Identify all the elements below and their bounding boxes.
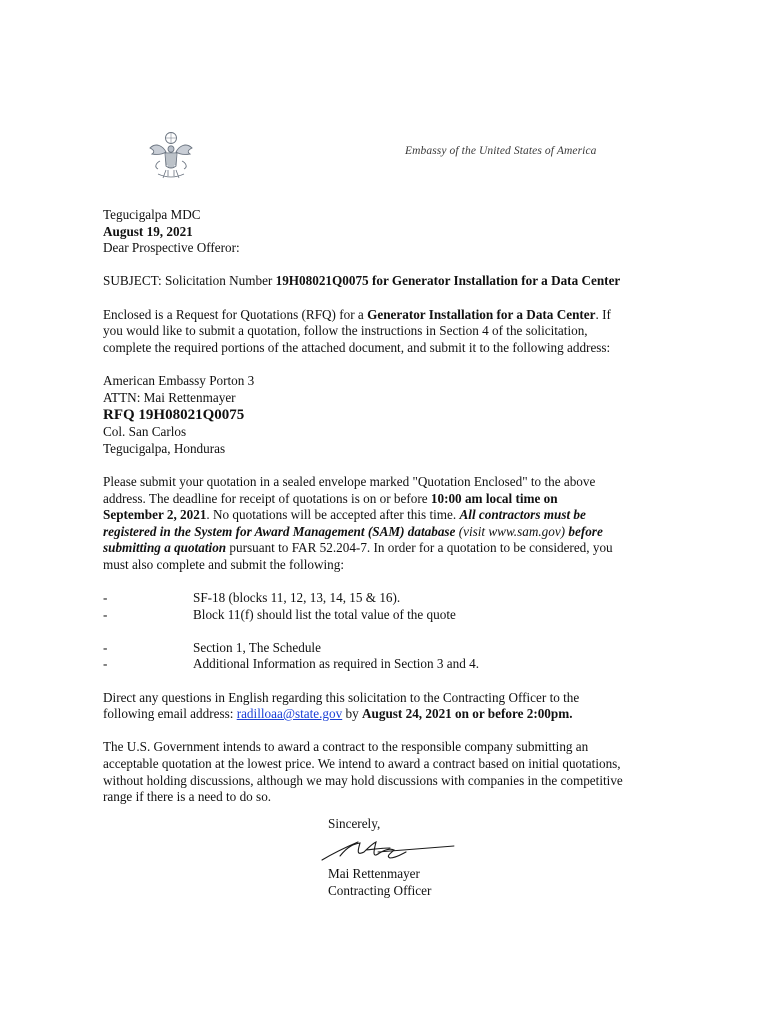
questions-text: Direct any questions in English regarding this solicitation to the Contracting Officer to the bbox=[103, 689, 580, 705]
subject-prefix: SUBJECT: Solicitation Number bbox=[103, 273, 276, 289]
list-item-text: Block 11(f) should list the total value of the quote bbox=[193, 606, 456, 622]
deadline-date: September 2, 2021 bbox=[103, 507, 207, 523]
award-text: acceptable quotation at the lowest price. We intend to award a contract based on initial quotations, bbox=[103, 756, 621, 771]
intro-text: . If bbox=[595, 306, 611, 322]
city-line: Tegucigalpa MDC bbox=[103, 207, 201, 222]
list-dash: - bbox=[103, 590, 108, 606]
list-item bbox=[103, 656, 658, 673]
intro-paragraph bbox=[103, 307, 658, 357]
submission-text: Please submit your quotation in a sealed envelope marked "Quotation Enclosed" to the above bbox=[103, 473, 596, 489]
submission-text: must also complete and submit the following: bbox=[103, 556, 345, 572]
address-rfq-number: RFQ 19H08021Q0075 bbox=[103, 407, 245, 424]
questions-paragraph bbox=[103, 690, 658, 723]
questions-text: following email address: bbox=[103, 706, 237, 722]
list-item bbox=[103, 640, 658, 657]
embassy-name: Embassy of the United States of America bbox=[405, 145, 597, 157]
sam-requirement: submitting a quotation bbox=[103, 540, 227, 556]
address-attn: ATTN: Mai Rettenmayer bbox=[103, 389, 236, 405]
subject-line bbox=[103, 273, 658, 290]
sam-requirement: before bbox=[568, 523, 603, 539]
requirements-list bbox=[103, 590, 658, 673]
intro-text: you would like to submit a quotation, follow the instructions in Section 4 of the solicitation, bbox=[103, 323, 588, 339]
questions-text: by bbox=[342, 706, 362, 722]
address-line: American Embassy Porton 3 bbox=[103, 372, 255, 388]
intro-text: Enclosed is a Request for Quotations (RFQ) for a bbox=[103, 306, 368, 322]
award-paragraph bbox=[103, 739, 658, 805]
submission-text: . No quotations will be accepted after this time. bbox=[206, 507, 460, 523]
intro-project-name: Generator Installation for a Data Center bbox=[367, 306, 596, 322]
great-seal-eagle-icon bbox=[146, 130, 196, 182]
sign-off: Sincerely, bbox=[328, 816, 381, 831]
submission-text: address. The deadline for receipt of quotations is on or before bbox=[103, 490, 431, 506]
award-text: range if there is a need to do so. bbox=[103, 789, 272, 805]
list-item bbox=[103, 590, 658, 607]
intro-text: complete the required portions of the attached document, and submit it to the following address: bbox=[103, 339, 611, 355]
list-item-text: SF-18 (blocks 11, 12, 13, 14, 15 & 16). bbox=[193, 590, 401, 606]
list-item bbox=[103, 607, 658, 624]
address-line: Col. San Carlos bbox=[103, 424, 187, 440]
mailing-address bbox=[103, 373, 658, 457]
list-dash: - bbox=[103, 656, 108, 672]
salutation: Dear Prospective Offeror: bbox=[103, 240, 240, 256]
address-line: Tegucigalpa, Honduras bbox=[103, 440, 226, 456]
sam-requirement: registered in the System for Award Management (SAM) database bbox=[103, 523, 456, 539]
submission-text: pursuant to FAR 52.204-7. In order for a quotation to be considered, you bbox=[226, 540, 613, 556]
signer-name: Mai Rettenmayer bbox=[328, 866, 420, 881]
questions-deadline: August 24, 2021 on or before 2:00pm. bbox=[362, 706, 573, 722]
letter-body bbox=[103, 207, 658, 806]
list-item-text: Section 1, The Schedule bbox=[193, 639, 321, 655]
award-text: without holding discussions, although we may hold discussions with companies in the competitive bbox=[103, 772, 623, 788]
submission-paragraph bbox=[103, 474, 658, 574]
award-text: The U.S. Government intends to award a contract to the responsible company submitting an bbox=[103, 739, 589, 755]
deadline-time: 10:00 am local time on bbox=[430, 490, 558, 506]
list-item-text: Additional Information as required in Section 3 and 4. bbox=[193, 656, 480, 672]
contact-email-link[interactable]: radilloaa@state.gov bbox=[236, 706, 343, 722]
subject-text: 19H08021Q0075 for Generator Installation for a Data Center bbox=[275, 273, 621, 289]
list-dash: - bbox=[103, 606, 108, 622]
signature-block bbox=[328, 866, 431, 899]
signer-title: Contracting Officer bbox=[328, 882, 432, 898]
list-dash: - bbox=[103, 639, 108, 655]
letter-date: August 19, 2021 bbox=[103, 223, 193, 239]
handwritten-signature-icon bbox=[318, 836, 458, 866]
sam-website-note: (visit www.sam.gov) bbox=[455, 523, 569, 539]
sam-requirement: All contractors must be bbox=[459, 507, 586, 523]
